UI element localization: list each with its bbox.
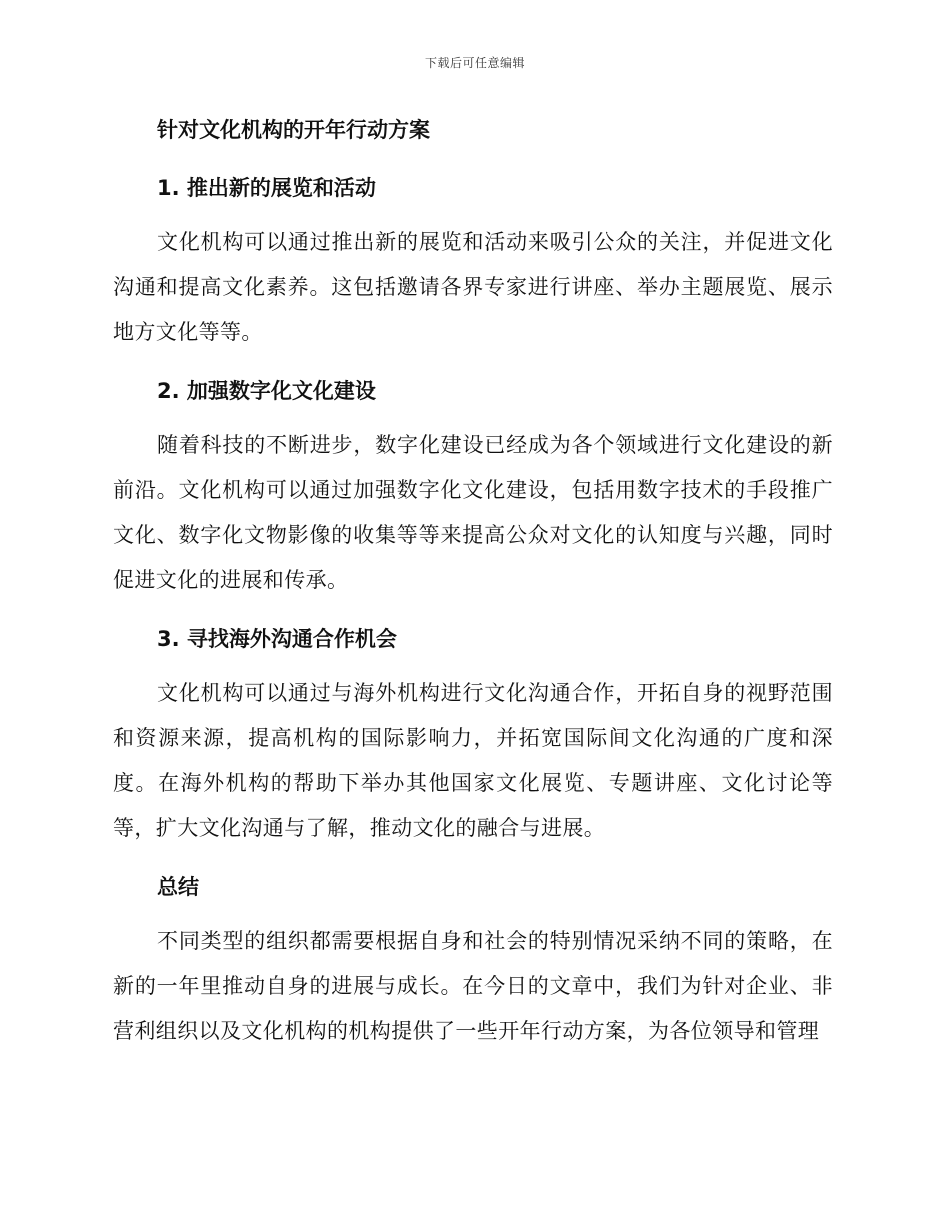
section-paragraph: 文化机构可以通过与海外机构进行文化沟通合作，开拓自身的视野范围和资源来源，提高机构的国际影响力，并拓宽国际间文化沟通的广度和深度。在海外机构的帮助下举办其他国家文化展览、专题讲座、文化讨论等等，扩大文化沟通与了解，推动文化的融合与进展。 <box>113 681 833 840</box>
section-summary <box>113 869 833 1054</box>
section-heading: 3. 寻找海外沟通合作机会 <box>157 627 397 651</box>
document-title: 针对文化机构的开年行动方案 <box>157 118 430 142</box>
document-body <box>113 112 833 1054</box>
section-heading: 2. 加强数字化文化建设 <box>157 379 376 403</box>
section-paragraph: 随着科技的不断进步，数字化建设已经成为各个领域进行文化建设的新前沿。文化机构可以通过加强数字化文化建设，包括用数字技术的手段推广文化、数字化文物影像的收集等等来提高公众对文化的认知度与兴趣，同时促进文化的进展和传承。 <box>113 433 833 592</box>
section-2 <box>113 373 833 621</box>
section-3 <box>113 621 833 869</box>
section-heading: 1. 推出新的展览和活动 <box>157 176 376 200</box>
section-heading: 总结 <box>157 875 199 899</box>
section-1 <box>113 170 833 373</box>
header-note: 下载后可任意编辑 <box>424 56 525 70</box>
section-paragraph: 文化机构可以通过推出新的展览和活动来吸引公众的关注，并促进文化沟通和提高文化素养。这包括邀请各界专家进行讲座、举办主题展览、展示地方文化等等。 <box>113 230 833 344</box>
section-paragraph: 不同类型的组织都需要根据自身和社会的特别情况采纳不同的策略，在新的一年里推动自身的进展与成长。在今日的文章中，我们为针对企业、非营利组织以及文化机构的机构提供了一些开年行动方案，为各位领导和管理 <box>113 929 833 1043</box>
